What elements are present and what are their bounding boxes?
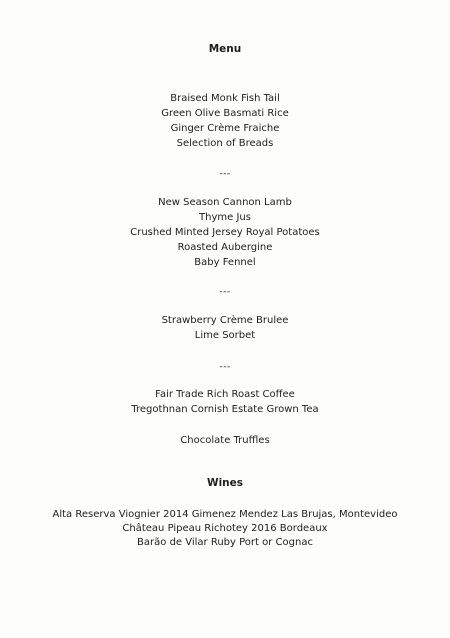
starter-item-4: Selection of Breads xyxy=(176,138,274,149)
separator-1: --- xyxy=(219,169,231,179)
dessert-item-2: Lime Sorbet xyxy=(194,330,256,341)
wine-item-3: Barão de Vilar Ruby Port or Cognac xyxy=(137,537,313,548)
main-item-5: Baby Fennel xyxy=(194,257,256,268)
separator-3: --- xyxy=(219,362,231,372)
wine-item-1: Alta Reserva Viognier 2014 Gimenez Mendez Las Brujas, Montevideo xyxy=(52,509,398,520)
wine-item-2: Château Pipeau Richotey 2016 Bordeaux xyxy=(122,523,328,534)
main-item-4: Roasted Aubergine xyxy=(177,242,273,253)
starter-item-3: Ginger Crème Fraiche xyxy=(170,123,280,134)
coffee-item-2: Tregothnan Cornish Estate Grown Tea xyxy=(131,404,319,415)
dessert-item-1: Strawberry Crème Brulee xyxy=(161,315,289,326)
main-item-2: Thyme Jus xyxy=(199,212,251,223)
coffee-item-1: Fair Trade Rich Roast Coffee xyxy=(155,389,295,400)
starter-item-1: Braised Monk Fish Tail xyxy=(170,93,280,104)
starter-item-2: Green Olive Basmati Rice xyxy=(161,108,289,119)
main-item-1: New Season Cannon Lamb xyxy=(158,197,292,208)
main-item-3: Crushed Minted Jersey Royal Potatoes xyxy=(130,227,320,238)
wines-title: Wines xyxy=(206,477,244,489)
extra-item: Chocolate Truffles xyxy=(180,435,270,446)
separator-2: --- xyxy=(219,287,231,297)
menu-title: Menu xyxy=(208,43,242,55)
